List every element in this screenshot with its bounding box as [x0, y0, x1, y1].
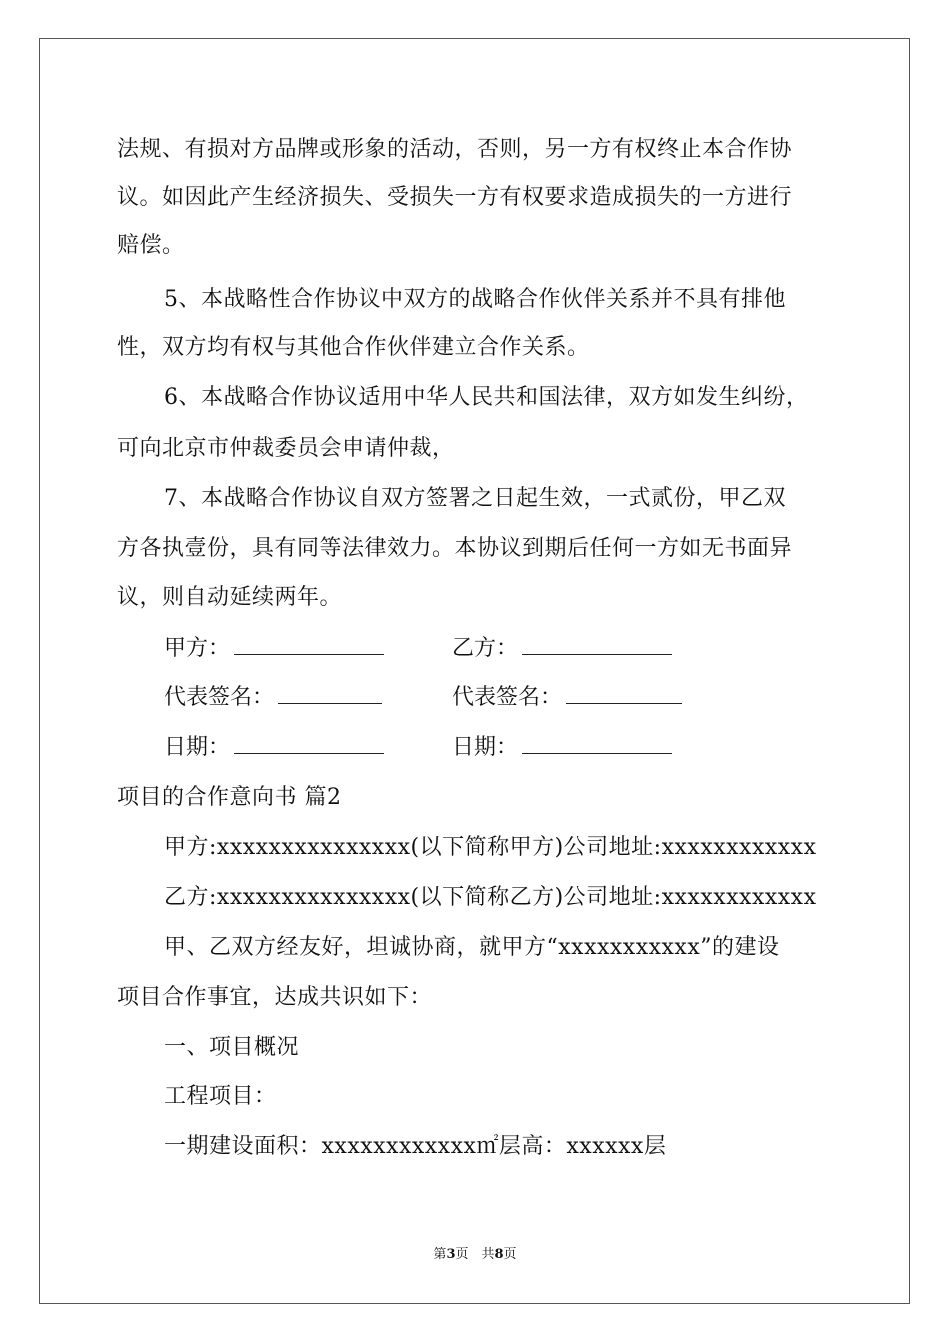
body-line: 甲、乙双方经友好，坦诚协商，就甲方“xxxxxxxxxxx”的建设	[164, 935, 780, 960]
signature-date-b	[452, 733, 672, 763]
body-line: 项目合作事宜，达成共识如下：	[117, 985, 433, 1010]
body-line: 可向北京市仲裁委员会申请仲裁，	[117, 436, 455, 461]
date-b-blank	[522, 733, 672, 754]
body-line: 议。如因此产生经济损失、受损失一方有权要求造成损失的一方进行	[117, 185, 793, 210]
section-heading: 项目的合作意向书 篇2	[117, 785, 342, 810]
date-a-label: 日期：	[164, 735, 231, 760]
footer-page-number: 3	[446, 1247, 456, 1262]
footer-suffix: 页	[503, 1247, 517, 1262]
body-line: 乙方:xxxxxxxxxxxxxxx(以下简称乙方)公司地址:xxxxxxxxxxxx	[164, 885, 817, 910]
footer-page-total: 8	[494, 1247, 504, 1262]
signature-date-a	[164, 733, 384, 763]
body-line: 性，双方均有权与其他合作伙伴建立合作关系。	[117, 335, 590, 360]
date-b-label: 日期：	[452, 735, 519, 760]
signature-party-b	[452, 634, 672, 664]
rep-a-blank	[278, 683, 382, 704]
body-line: 法规、有损对方品牌或形象的活动，否则，另一方有权终止本合作协	[117, 137, 793, 162]
body-line: 一期建设面积：xxxxxxxxxxxx㎡层高：xxxxxx层	[164, 1134, 667, 1159]
body-line: 6、本战略合作协议适用中华人民共和国法律，双方如发生纠纷，	[164, 385, 809, 410]
party-a-label: 甲方：	[164, 636, 231, 661]
party-b-label: 乙方：	[452, 636, 519, 661]
body-line: 一、项目概况	[164, 1035, 300, 1060]
footer-prefix: 第	[433, 1247, 447, 1262]
body-line: 议，则自动延续两年。	[117, 585, 343, 610]
body-line: 5、本战略性合作协议中双方的战略合作伙伴关系并不具有排他	[164, 287, 786, 312]
rep-b-label: 代表签名：	[452, 685, 563, 710]
rep-a-label: 代表签名：	[164, 685, 275, 710]
date-a-blank	[234, 733, 384, 754]
party-a-blank	[234, 634, 384, 655]
body-line: 甲方:xxxxxxxxxxxxxxx(以下简称甲方)公司地址:xxxxxxxxxxxx	[164, 835, 817, 860]
party-b-blank	[522, 634, 672, 655]
signature-party-a	[164, 634, 384, 664]
signature-rep-b	[452, 683, 682, 713]
body-line: 工程项目：	[164, 1084, 277, 1109]
signature-rep-a	[164, 683, 382, 713]
rep-b-blank	[566, 683, 682, 704]
body-line: 7、本战略合作协议自双方签署之日起生效，一式贰份，甲乙双	[164, 486, 786, 511]
page-footer	[0, 1246, 950, 1264]
body-line: 方各执壹份，具有同等法律效力。本协议到期后任何一方如无书面异	[117, 536, 793, 561]
body-line: 赔偿。	[117, 233, 185, 258]
footer-mid: 页 共	[455, 1247, 495, 1262]
page-border	[39, 38, 910, 1304]
